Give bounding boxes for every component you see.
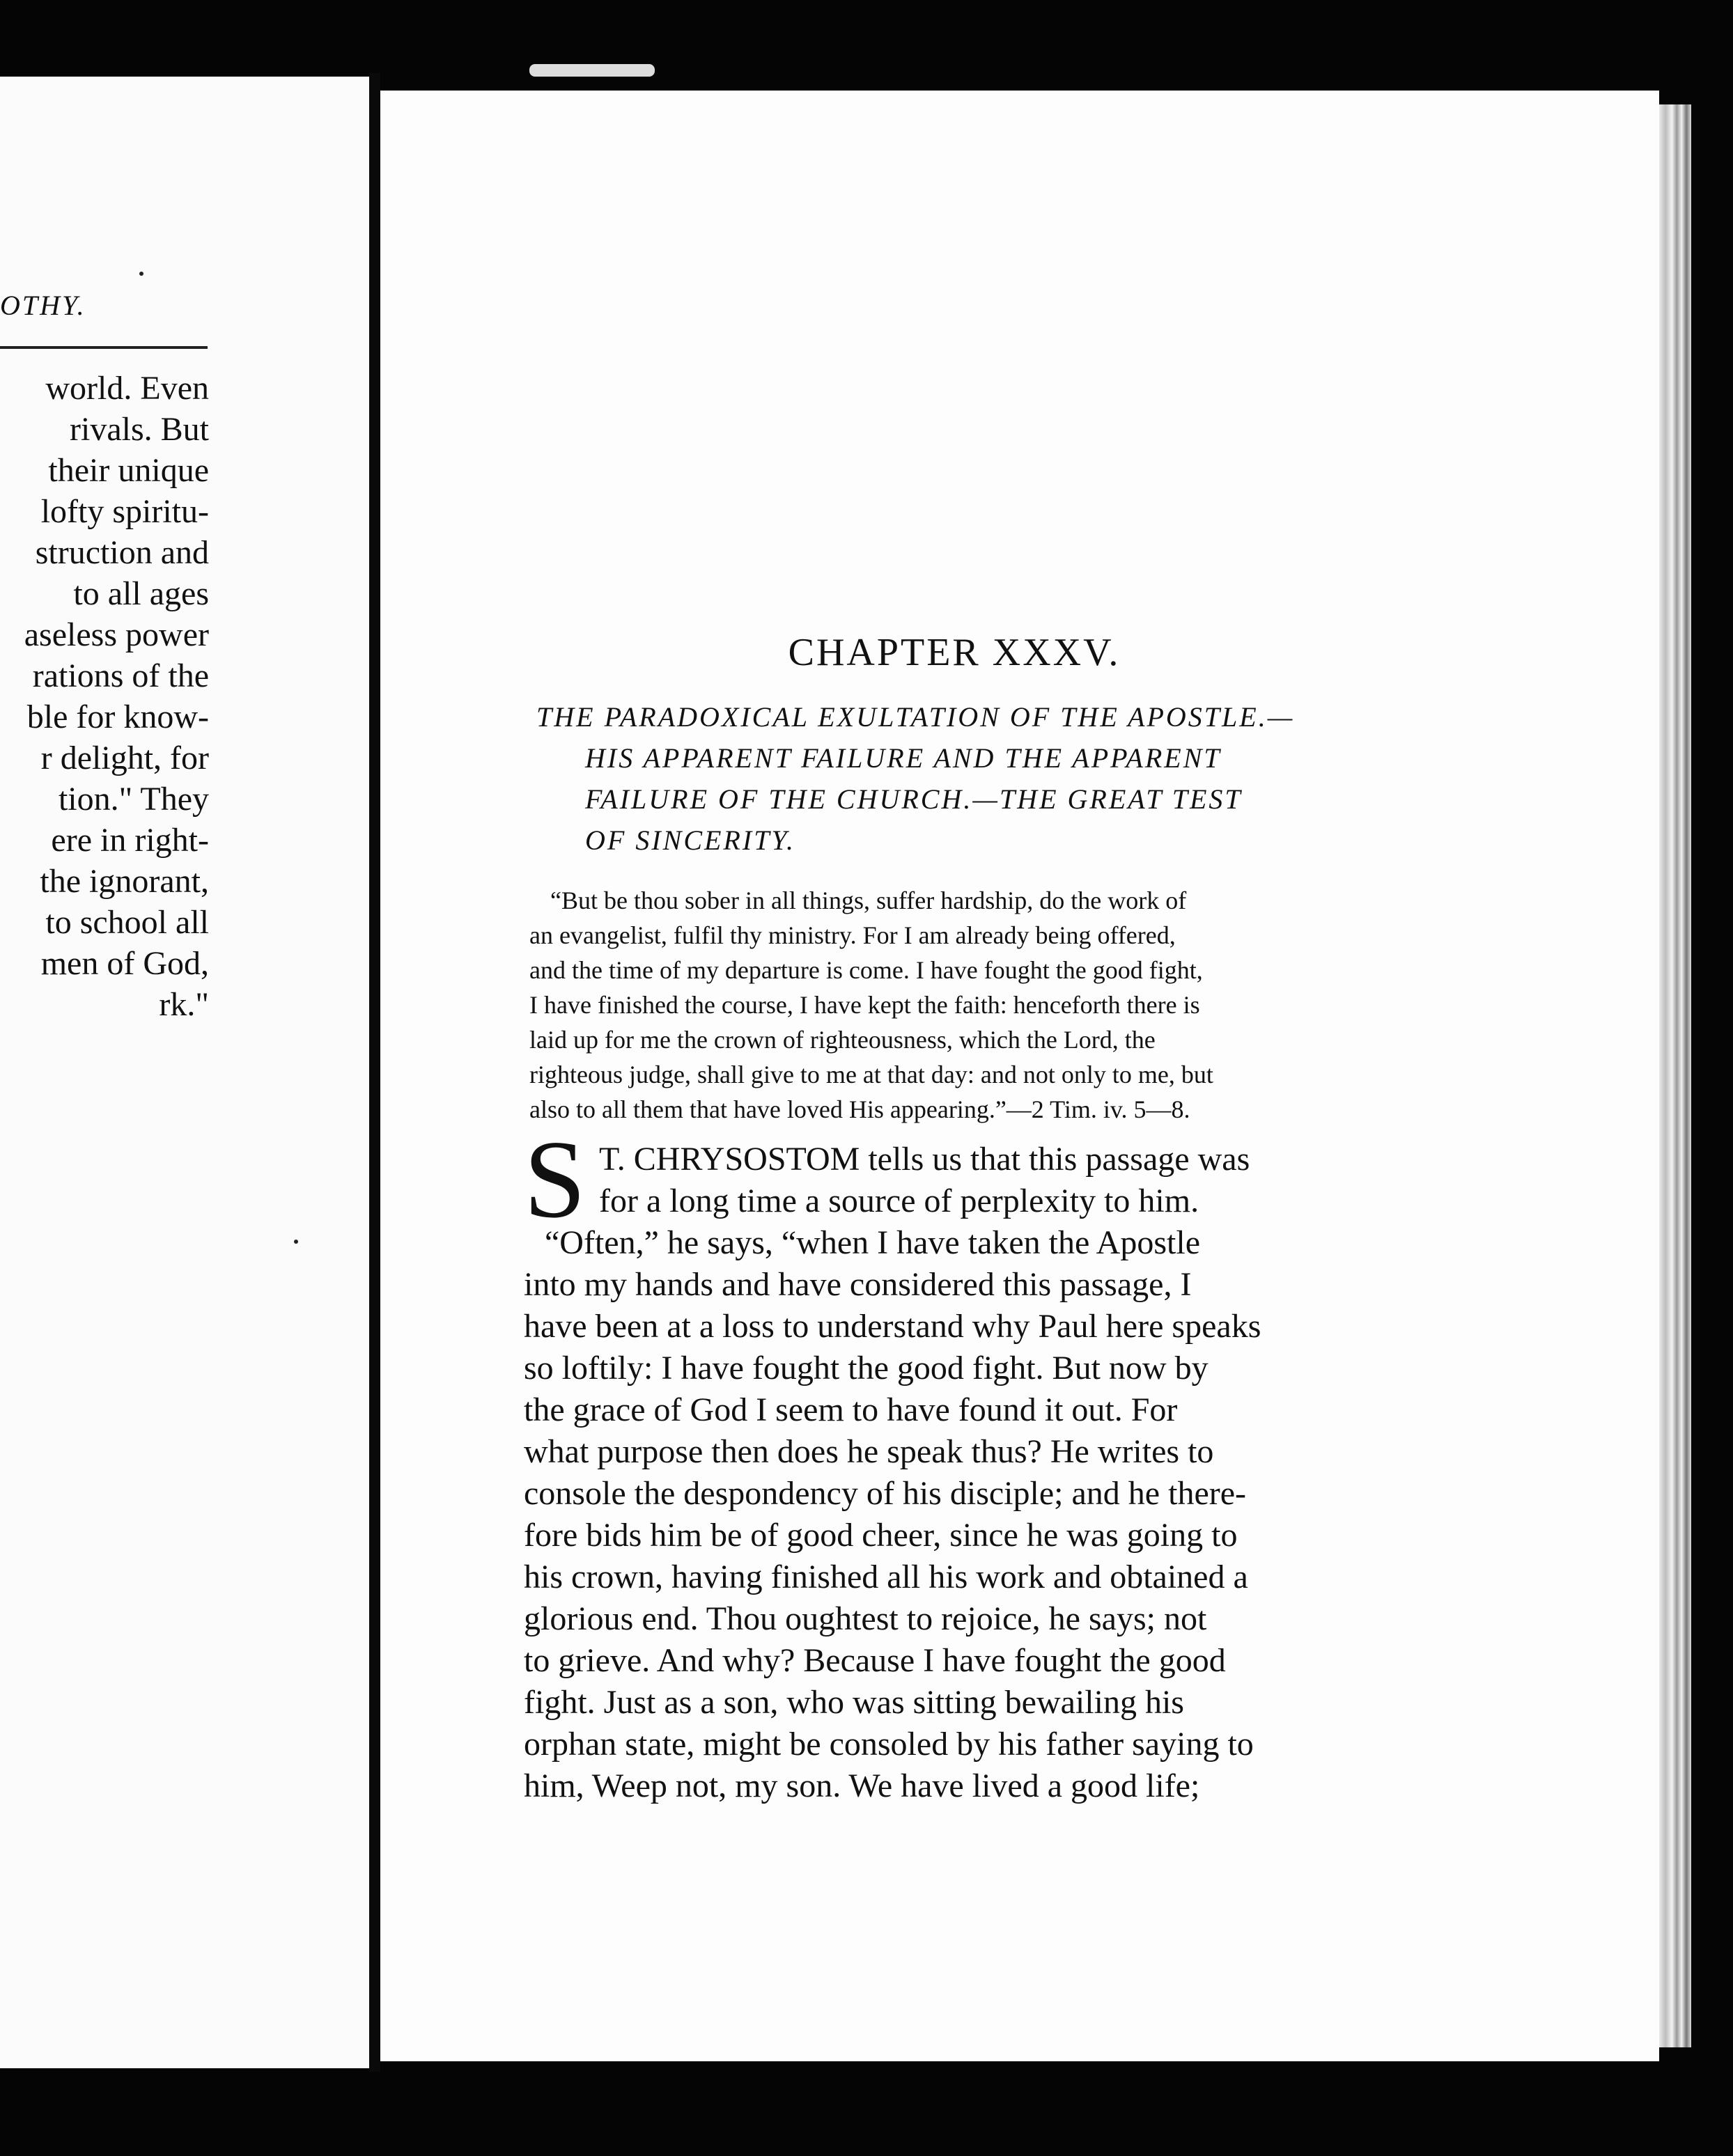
subtitle-line: THE PARADOXICAL EXULTATION OF THE APOSTLE.— (536, 701, 1295, 733)
scan-speck (294, 1240, 298, 1244)
left-text-line: the ignorant, (40, 863, 209, 900)
subtitle-line: OF SINCERITY. (585, 825, 796, 856)
body-line: glorious end. Thou oughtest to rejoice, he says; not (524, 1600, 1207, 1637)
body-line: fight. Just as a son, who was sitting bewailing his (524, 1684, 1184, 1721)
chapter-title: CHAPTER XXXV. (788, 631, 1121, 674)
body-line: him, Weep not, my son. We have lived a good life; (524, 1767, 1200, 1804)
body-line: so loftily: I have fought the good fight. But now by (524, 1350, 1209, 1386)
header-rule (0, 346, 208, 349)
left-text-line: r delight, for (40, 740, 209, 776)
left-text-line: men of God, (40, 945, 209, 982)
epigraph-line: I have finished the course, I have kept the faith: henceforth there is (529, 991, 1200, 1019)
epigraph-line: an evangelist, fulfil thy ministry. For I am already being offered, (529, 921, 1176, 949)
left-text-line: ere in right- (51, 822, 209, 859)
subtitle-line: HIS APPARENT FAILURE AND THE APPARENT (585, 742, 1222, 774)
body-line: console the despondency of his disciple; and he there- (524, 1475, 1247, 1512)
left-text-line: tion." They (58, 781, 209, 818)
left-text-line: rk." (159, 986, 209, 1023)
page-top-edge (529, 64, 655, 77)
left-text-line: their unique (48, 452, 209, 489)
epigraph-line: also to all them that have loved His appearing.”—2 Tim. iv. 5—8. (529, 1095, 1190, 1123)
opening-lines (599, 1139, 1381, 1222)
drop-cap: S (524, 1117, 586, 1241)
chapter-subtitle (536, 696, 1372, 861)
left-text-line: rations of the (32, 657, 209, 694)
body-line: what purpose then does he speak thus? He writes to (524, 1433, 1214, 1470)
scan-speck (139, 272, 143, 276)
body-text (524, 1222, 1381, 1807)
epigraph-line: laid up for me the crown of righteousness, which the Lord, the (529, 1026, 1156, 1054)
left-text-line: world. Even (45, 370, 209, 407)
body-line: his crown, having finished all his work and obtained a (524, 1559, 1248, 1595)
body-line: have been at a loss to understand why Paul here speaks (524, 1308, 1261, 1345)
left-page-text (0, 368, 209, 1025)
body-line: “Often,” he says, “when I have taken the Apostle (545, 1224, 1200, 1261)
left-text-line: ble for know- (26, 698, 209, 735)
left-text-line: aseless power (24, 616, 209, 653)
epigraph (529, 883, 1372, 1127)
left-running-header: OTHY. (0, 290, 86, 321)
epigraph-line: righteous judge, shall give to me at that day: and not only to me, but (529, 1061, 1213, 1088)
body-line: to grieve. And why? Because I have fought the good (524, 1642, 1226, 1679)
epigraph-line: and the time of my departure is come. I have fought the good fight, (529, 956, 1203, 984)
left-text-line: to school all (45, 904, 209, 941)
body-line: the grace of God I seem to have found it out. For (524, 1391, 1178, 1428)
body-line: T. CHRYSOSTOM tells us that this passage was (599, 1141, 1250, 1178)
left-text-line: lofty spiritu- (40, 493, 209, 530)
epigraph-line: “But be thou sober in all things, suffer hardship, do the work of (550, 886, 1187, 914)
body-line: fore bids him be of good cheer, since he was going to (524, 1517, 1238, 1554)
body-line: for a long time a source of perplexity to him. (599, 1182, 1199, 1219)
page-edges (1659, 104, 1691, 2047)
left-text-line: to all ages (73, 575, 209, 612)
book-gutter (369, 73, 380, 2072)
body-line: into my hands and have considered this passage, I (524, 1266, 1192, 1303)
subtitle-line: FAILURE OF THE CHURCH.—THE GREAT TEST (585, 783, 1243, 815)
left-text-line: struction and (35, 534, 209, 571)
left-text-line: rivals. But (70, 411, 209, 448)
body-line: orphan state, might be consoled by his father saying to (524, 1726, 1254, 1763)
